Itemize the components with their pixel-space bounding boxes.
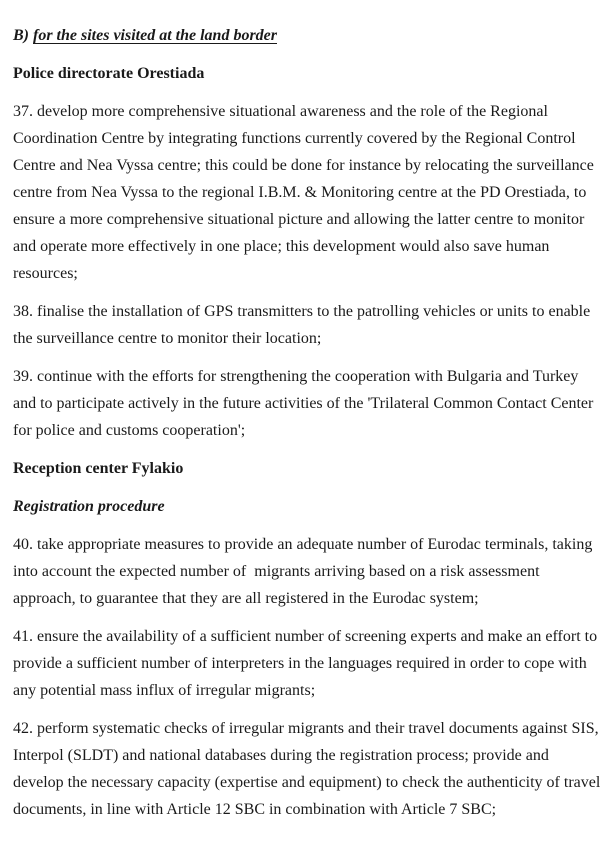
section-title-prefix: B) xyxy=(13,27,33,44)
paragraph-38: 38. finalise the installation of GPS transmitters to the patrolling vehicles or units to enable the surveillance centre to monitor their location; xyxy=(13,303,595,347)
section-title-underlined-text: for the sites visited at the land border xyxy=(33,27,277,44)
section-title xyxy=(13,22,601,49)
subheading-registration-procedure: Registration procedure xyxy=(13,498,165,515)
paragraph-40: 40. take appropriate measures to provide an adequate number of Eurodac terminals, taking into account the expected number of migrants arriving based on a risk assessment approach, to guarantee that they are all registered in the Eurodac system; xyxy=(13,536,597,607)
subheading-police-directorate-orestiada: Police directorate Orestiada xyxy=(13,65,205,82)
paragraph-37: 37. develop more comprehensive situational awareness and the role of the Regional Coordination Centre by integrating functions currently covered by the Regional Control Centre and Nea Vyssa centre; this could be done for instance by relocating the surveillance centre from Nea Vyssa to the regional I.B.M. & Monitoring centre at the PD Orestiada, to ensure a more comprehensive situational picture and allowing the latter centre to monitor and operate more effectively in one place; this development would also save human resources; xyxy=(13,103,598,282)
paragraph-41: 41. ensure the availability of a sufficient number of screening experts and make an effort to provide a sufficient number of interpreters in the languages required in order to cope with any potential mass influx of irregular migrants; xyxy=(13,628,602,699)
paragraph-42: 42. perform systematic checks of irregular migrants and their travel documents against SIS, Interpol (SLDT) and national databases during the registration process; provide and develop the necessary capacity (expertise and equipment) to check the authenticity of travel documents, in line with Article 12 SBC in combination with Article 7 SBC; xyxy=(13,720,605,818)
paragraph-39: 39. continue with the efforts for strengthening the cooperation with Bulgaria and Turkey and to participate actively in the future activities of the 'Trilateral Common Contact Center for police and customs cooperation'; xyxy=(13,368,598,439)
subheading-reception-center-fylakio: Reception center Fylakio xyxy=(13,460,184,477)
